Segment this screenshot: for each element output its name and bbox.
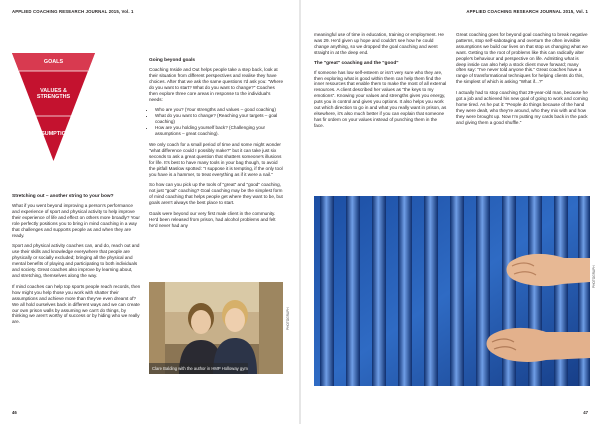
paragraph: Goals were beyond our very first male client in the community. He'd been released from prison, had alcohol problems and felt he'd never had any <box>149 211 276 228</box>
photo-two-women <box>149 282 283 374</box>
photo-credit-left: PHOTOGRAPH <box>286 307 290 330</box>
paragraph: What if you went beyond improving a person's performance and experience of sport and physical activity to help improve their experience of life and effect on others more broadly? Your role perfectly positions you to bring in mind coaching in a way that challenges and supports people as and when they are ready. <box>12 203 140 238</box>
paragraph: Sport and physical activity coaches can, and do, reach out and use their skills and knowledge everywhere that people are physically or socially excluded; bringing all the physical and mental benefits of playing and participating to both individuals and society. Great coaches also improve by learning about, and stretching, themselves along the way. <box>12 243 140 278</box>
triangle-label-goals: GOALS <box>43 59 64 65</box>
coaching-triangle-diagram <box>12 53 95 161</box>
photo-credit-right: PHOTOGRAPH <box>592 265 596 288</box>
section-heading-great-good: The "great" coaching and the "good" <box>314 60 399 66</box>
photo-illustration <box>149 282 283 374</box>
paragraph: So how can you pick up the tools of "great" and "good" coaching, not just "goal" coaching? Goal coaching may be the simplest form of mind coaching that helps people get where they want to be, but goals aren't always the best place to start. <box>149 182 283 206</box>
triangle-label-assumptions: ASSUMPTIONS <box>33 131 74 137</box>
page-number-left: 46 <box>12 410 17 415</box>
running-head-right: APPLIED COACHING RESEARCH JOURNAL 2015, Vol. 1 <box>466 9 588 14</box>
section-heading-going-beyond: Going beyond goals <box>149 58 196 63</box>
right-column-1 <box>314 32 448 134</box>
left-column <box>12 194 141 330</box>
prison-bars-illustration <box>314 196 590 386</box>
page-number-right: 47 <box>583 410 588 415</box>
paragraph: Great coaching goes for beyond goal coaching to break negative patterns, stop self-sabotaging and overturn the often invisible assumptions we build our lives on that stop us changing what we want. Getting to the root of problems like this can radically alter people's behaviour and perspective on life. Admitting what is deep inside can also help a stock client move forward; many often say: "I've never told anyone this." Great coaches have a range of transformational techniques for helping clients do this, the simplest of which is asking "What if...?" <box>456 32 588 85</box>
paragraph: If mind coaches can help top sports people reach records, then how might you help those you work with shatter their assumptions and achieve more than they've even dreamt of? We all hold ourselves back in different ways and we can create our own prison walls by assuming we can't do things, by thinking we aren't worthy of success or by hiding who we really are. <box>12 283 141 325</box>
paragraph: I actually had to stop coaching that 29-year-old man, because he got a job and achieved his new goal of going to work and coming home tired. As he put it: "People do things because of the hand they were dealt, who they're around, who they mix with and how they were brought up. Now I'm putting my cards back in the pack and giving them a good shuffle." <box>456 90 588 125</box>
page-gutter <box>299 0 301 424</box>
paragraph: We only coach for a small period of time and some might wonder "what difference could I possibly make?" but it can take just six seconds to ask a great question that shatters someone's illusions for life. It's best to have many tools in your bag though, to avoid the pitfall Maslow spotted: "I suppose it is tempting, if the only tool you have is a hammer, to treat everything as if it were a nail." <box>149 141 283 177</box>
hand-upper <box>507 254 590 286</box>
bullet-list <box>149 107 283 137</box>
running-head-left: APPLIED COACHING RESEARCH JOURNAL 2015, Vol. 1 <box>12 9 134 14</box>
middle-column <box>149 58 283 234</box>
photo-prison-bars <box>314 196 590 386</box>
section-heading-stretching: Stretching out – another string to your bow? <box>12 194 114 199</box>
triangle-label-strengths: STRENGTHS <box>36 94 71 100</box>
paragraph: If someone has low self-esteem or isn't very sure who they are, then exploring what is good within them can help them find the inner resources that enable them to make the most of all external resources. A client described her values as "the keys to my emotions". Knowing your values and strengths gives you energy, puts you in control and gives you options. It also helps you work out which direction to go in and what you really want in prison, as elsewhere, it's also much better if you can explain that someone has fir ordem on your values instead of punching them in the face. <box>314 69 447 128</box>
right-column-2 <box>456 32 588 131</box>
list-item: • What do you want to change? (Reaching your targets – goal coaching) <box>155 113 283 125</box>
hand-lower <box>487 328 590 362</box>
list-item: • How are you holding yourself back? (Challenging your assumptions – great coaching). <box>155 125 283 137</box>
triangle-label-values: VALUES & <box>40 88 67 94</box>
paragraph: Coaching Inside and Out helps people take a step back, look at their situation from different perspectives and realise they have choices. After that we ask the same questions I'd ask you: "Where do you want to start? What do you want to change?" Coaches then explore three core areas in response to the individual's needs: <box>149 67 284 102</box>
photo-caption: Clare Balding with the author in HMP Holloway gym <box>149 363 248 374</box>
triangle-shape <box>12 53 95 161</box>
list-item: • Who are you? (Your strengths and values – good coaching) <box>155 107 283 113</box>
paragraph: meaningful use of time in education, training or employment. He was 29. He'd given up hope and couldn't see how he could change anything, so we dropped the goal coaching and went straight in at the deep end. <box>314 32 444 55</box>
